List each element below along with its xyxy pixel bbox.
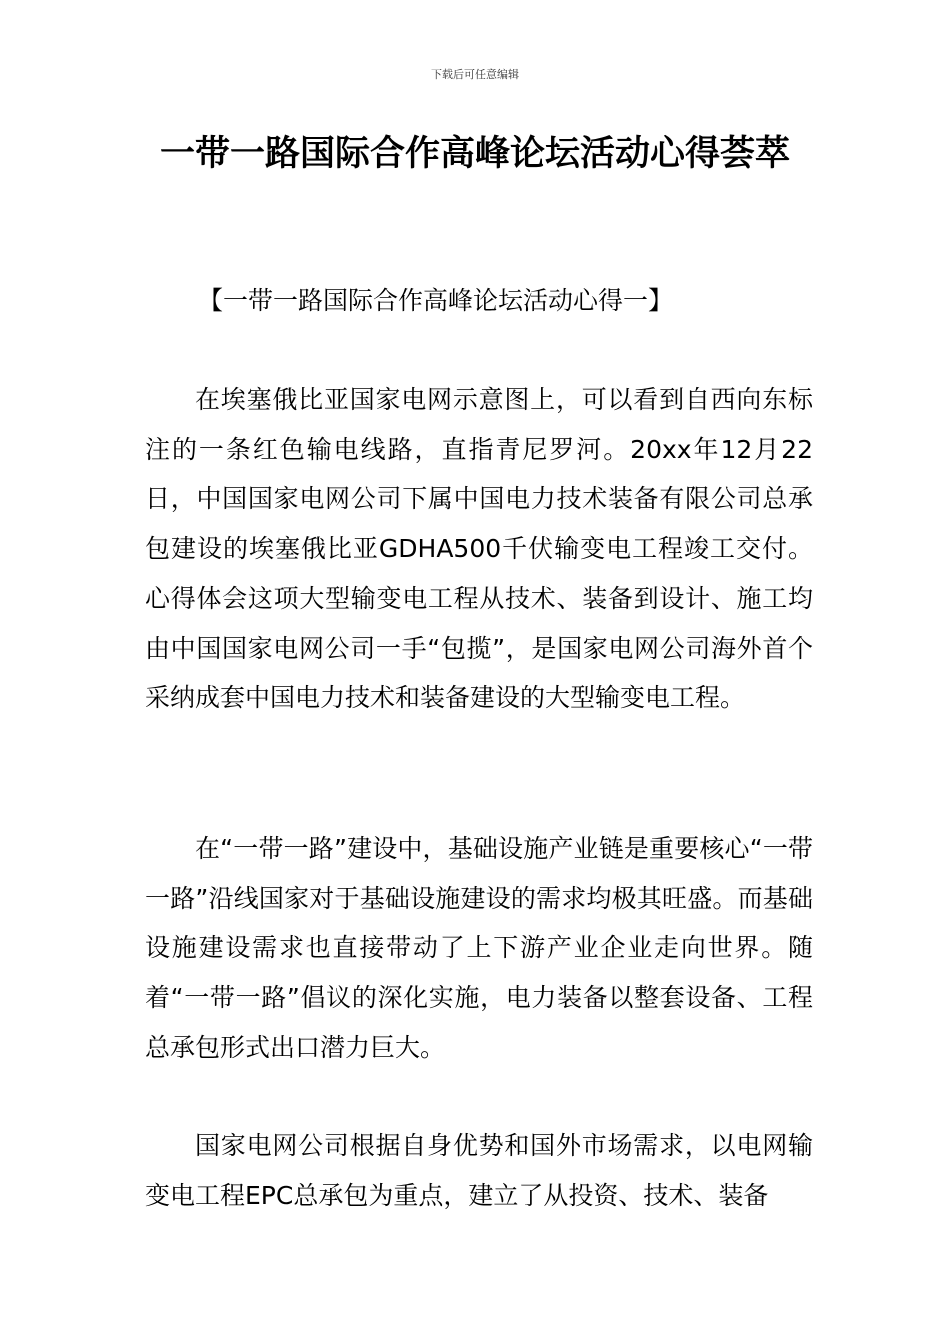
document-title: 一带一路国际合作高峰论坛活动心得荟萃 (159, 134, 790, 174)
paragraph-block (145, 1121, 813, 1220)
paragraph-block (145, 824, 813, 1073)
paragraph-1: 在埃塞俄比亚国家电网示意图上，可以看到自西向东标注的一条红色输电线路，直指青尼罗河。20xx年12月22日，中国国家电网公司下属中国电力技术装备有限公司总承包建设的埃塞俄比亚GDHA500千伏输变电工程竣工交付。心得体会这项大型输变电工程从技术、装备到设计、施工均由中国国家电网公司一手“包揽”，是国家电网公司海外首个采纳成套中国电力技术和装备建设的大型输变电工程。 (145, 385, 813, 713)
section-heading: 【一带一路国际合作高峰论坛活动心得一】 (198, 286, 674, 315)
paragraph-3: 国家电网公司根据自身优势和国外市场需求，以电网输变电工程EPC总承包为重点，建立了从投资、技术、装备 (145, 1131, 813, 1210)
header-note: 下载后可任意编辑 (431, 68, 519, 81)
paragraph-block (145, 375, 813, 723)
paragraph-2: 在“一带一路”建设中，基础设施产业链是重要核心“一带一路”沿线国家对于基础设施建设的需求均极其旺盛。而基础设施建设需求也直接带动了上下游产业企业走向世界。随着“一带一路”倡议的深化实施，电力装备以整套设备、工程总承包形式出口潜力巨大。 (145, 834, 813, 1062)
